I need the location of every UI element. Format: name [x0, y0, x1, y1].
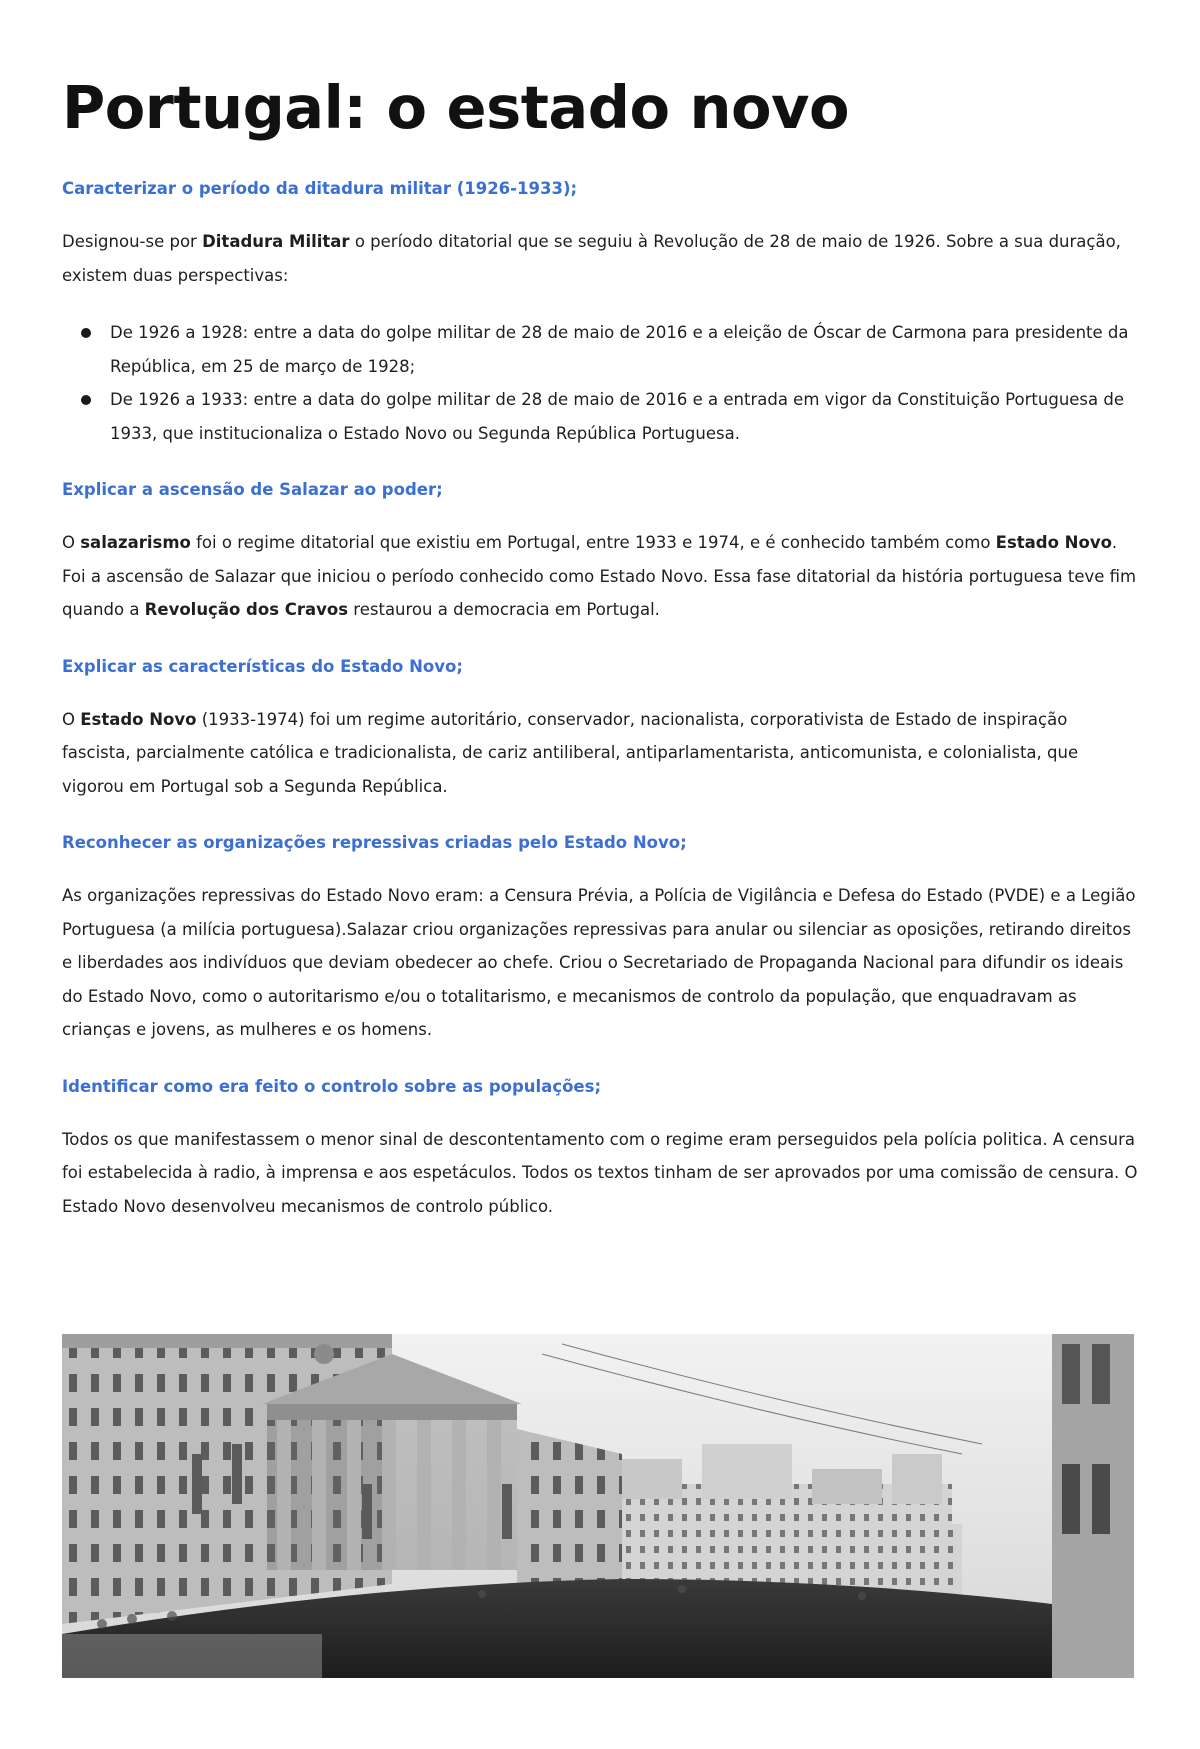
- list-item: [62, 316, 1138, 383]
- bold-term: Estado Novo: [80, 709, 197, 729]
- text-run: foi o regime ditatorial que existiu em Portugal, entre 1933 e 1974, e é conhecido também como: [190, 533, 996, 552]
- text-run: O: [62, 709, 81, 729]
- text-run: . Foi a ascensão de Salazar que iniciou o período conhecido como Estado Novo. Essa fase ditatorial da história portuguesa teve fim quando a: [62, 533, 1137, 619]
- bullet-list: [62, 316, 1138, 450]
- paragraph-controlo: Todos os que manifestassem o menor sinal de descontentamento com o regime eram perseguidos pela polícia politica. A censura foi estabelecida à radio, à imprensa e aos espetáculos. Todos os textos tinham de ser aprovados por uma comissão de censura. O Estado Novo desenvolveu mecanismos de controlo público.: [62, 1129, 1138, 1216]
- section-heading-organizacoes: Reconhecer as organizações repressivas criadas pelo Estado Novo;: [62, 833, 687, 852]
- text-run: O: [62, 533, 81, 552]
- page-title: Portugal: o estado novo: [62, 73, 850, 142]
- section-heading-controlo: Identificar como era feito o controlo sobre as populações;: [62, 1076, 602, 1096]
- paragraph-caracteristicas: [62, 703, 1138, 804]
- paragraph-salazar: [62, 526, 1138, 627]
- bold-term: Estado Novo: [995, 533, 1112, 552]
- list-item: [62, 383, 1138, 450]
- text-run: o período ditatorial que se seguiu à Revolução de 28 de maio de 1926. Sobre a sua duração, existem duas perspectivas:: [62, 232, 1121, 285]
- bold-term: Revolução dos Cravos: [144, 600, 349, 619]
- bullet-icon: [81, 395, 91, 405]
- bold-term: Ditadura Militar: [202, 232, 350, 251]
- section-heading-ditadura: Caracterizar o período da ditadura militar (1926-1933);: [62, 179, 578, 198]
- photo-parliament-crowd-icon: [62, 1334, 1134, 1678]
- section-heading-caracteristicas: Explicar as características do Estado Novo;: [62, 656, 463, 676]
- list-item-text: De 1926 a 1928: entre a data do golpe militar de 28 de maio de 2016 e a eleição de Óscar de Carmona para presidente da República, em 25 de março de 1928;: [110, 323, 1129, 376]
- list-item-text: De 1926 a 1933: entre a data do golpe militar de 28 de maio de 2016 e a entrada em vigor da Constituição Portuguesa de 1933, que institucionaliza o Estado Novo ou Segunda República Portuguesa.: [110, 390, 1125, 443]
- bullet-icon: [81, 328, 91, 338]
- paragraph-ditadura-intro: [62, 225, 1138, 292]
- paragraph-organizacoes: As organizações repressivas do Estado Novo eram: a Censura Prévia, a Polícia de Vigilância e Defesa do Estado (PVDE) e a Legião Portuguesa (a milícia portuguesa).Salazar criou organizações repressivas para anular ou silenciar as oposições, retirando direitos e liberdades aos indivíduos que deviam obedecer ao chefe. Criou o Secretariado de Propaganda Nacional para difundir os ideais do Estado Novo, como o autoritarismo e/ou o totalitarismo, e mecanismos de controlo da população, que enquadravam as crianças e jovens, as mulheres e os homens.: [62, 886, 1136, 1039]
- text-run: Designou-se por: [62, 232, 203, 251]
- text-run: (1933-1974) foi um regime autoritário, conservador, nacionalista, corporativista de Estado de inspiração fascista, parcialmente católica e tradicionalista, de cariz antiliberal, antiparlamentarista, anticomunista, e colonialista, que vigorou em Portugal sob a Segunda República.: [62, 709, 1079, 796]
- historic-photo: [62, 1334, 1134, 1678]
- text-run: restaurou a democracia em Portugal.: [348, 600, 660, 619]
- section-heading-salazar: Explicar a ascensão de Salazar ao poder;: [62, 480, 443, 499]
- bold-term: salazarismo: [80, 533, 191, 552]
